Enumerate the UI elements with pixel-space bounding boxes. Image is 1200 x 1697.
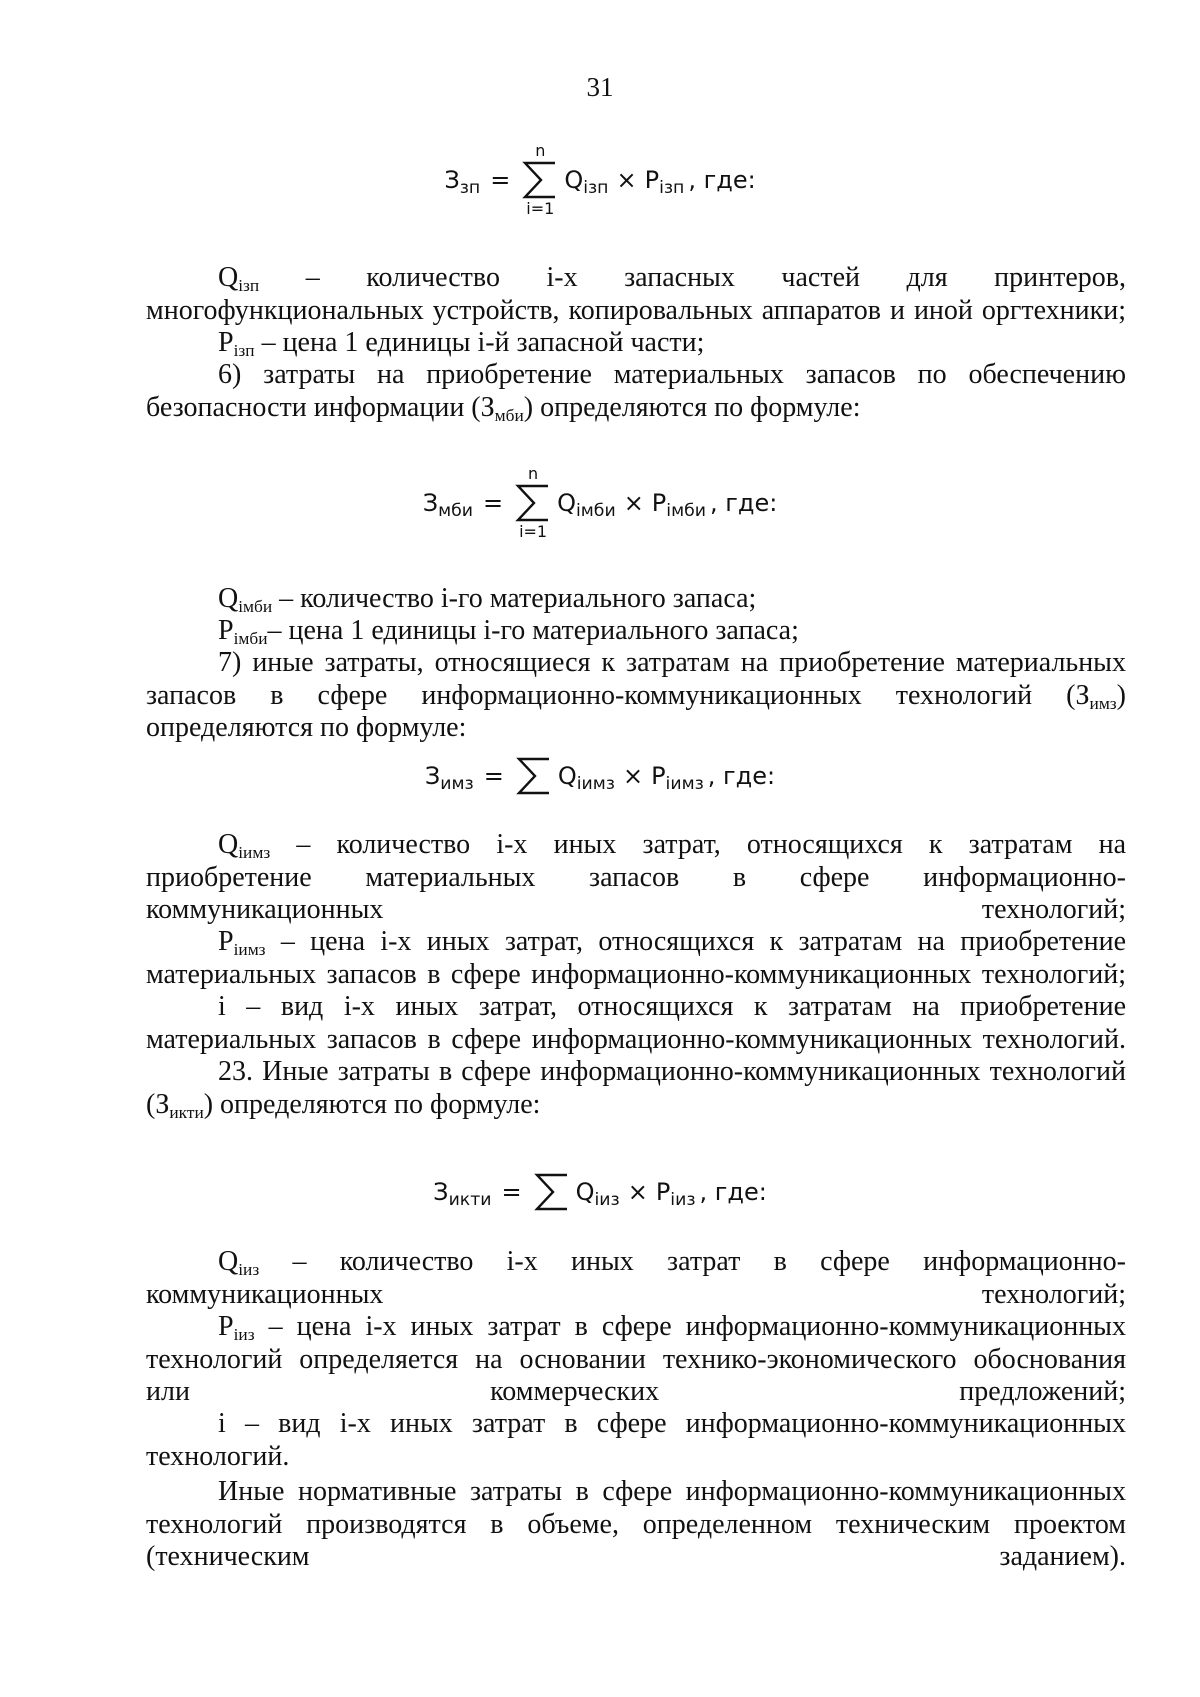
definition-p-imbi: $P_{iмби}-$ цена 1 единицы i-го материального запаса; xyxy=(218,615,799,648)
formula-imz xyxy=(0,748,1200,804)
definition-q-iimz: $Q_{iимз}$ – количество i-х иных затрат, относящихся к затратам на приобретение материальных запасов в сфере информационно-коммуникационных технологий; xyxy=(146,829,1126,925)
formula-q: $Q_{iмби}$ xyxy=(557,489,616,522)
formula-mbi xyxy=(0,455,1200,551)
definition-q-izp: $Q_{iзп}$ – количество i-х запасных частей для принтеров, многофункциональных устройств, копировальных аппаратов и иной оргтехники; xyxy=(146,262,1126,326)
times-sign: × xyxy=(616,166,637,194)
equals-sign: = xyxy=(501,1178,522,1206)
paragraph-7: 7) иные затраты, относящиеся к затратам на приобретение материальных запасов в сфере информационно-коммуникационных технологий $(З_{имз})$ определяются по формуле: xyxy=(146,647,1126,743)
definition-q-iiz: $Q_{iиз}$ – количество i-х иных затрат в сфере информационно-коммуникационных технологий; xyxy=(146,1246,1126,1310)
summation xyxy=(534,1172,570,1212)
sigma-icon xyxy=(534,1172,570,1212)
formula-ikti xyxy=(0,1164,1200,1220)
sigma-icon xyxy=(515,483,551,523)
summation xyxy=(522,142,558,218)
sum-upper-limit: n xyxy=(535,141,546,160)
formula-p: $P_{iмби}$ xyxy=(651,489,706,522)
definition-p-iiz: $P_{iиз}$ – цена i-х иных затрат в сфере информационно-коммуникационных технологий определяется на основании технико-экономического обоснования или коммерческих предложений; xyxy=(146,1311,1126,1407)
definition-q-imbi: $Q_{iмби}$ – количество i-го материального запаса; xyxy=(218,583,757,616)
formula-q: $Q_{iзп}$ xyxy=(564,166,609,199)
formula-q: $Q_{iимз}$ xyxy=(557,762,615,795)
equals-sign: = xyxy=(482,489,504,517)
summation xyxy=(516,756,552,796)
sum-lower-limit: i=1 xyxy=(526,199,555,218)
formula-lhs: $З_{имз}$ xyxy=(424,762,474,795)
definition-i-iz: i – вид i-х иных затрат в сфере информационно-коммуникационных технологий. xyxy=(146,1408,1126,1472)
definition-i-imz: i – вид i-х иных затрат, относящихся к затратам на приобретение материальных запасов в сфере информационно-коммуникационных технологий. xyxy=(146,991,1126,1055)
formula-p: $P_{iимз}$ xyxy=(651,762,704,795)
formula-lhs: $З_{мби}$ xyxy=(422,489,473,522)
sum-lower-limit: i=1 xyxy=(519,522,548,541)
definition-p-izp: $P_{iзп}$ – цена 1 единицы i-й запасной части; xyxy=(218,327,705,360)
formula-tail: , где: xyxy=(707,762,776,790)
formula-tail: , где: xyxy=(699,1178,767,1206)
formula-tail: , где: xyxy=(688,166,756,194)
times-sign: × xyxy=(622,762,644,790)
sum-upper-limit: n xyxy=(528,464,539,483)
formula-lhs: $З_{икти}$ xyxy=(433,1178,492,1211)
formula-p: $P_{iзп}$ xyxy=(644,166,685,199)
sigma-icon xyxy=(522,160,558,200)
page-number: 31 xyxy=(586,72,614,102)
equals-sign: = xyxy=(490,166,511,194)
formula-q: $Q_{iиз}$ xyxy=(575,1178,620,1211)
paragraph-final: Иные нормативные затраты в сфере информационно-коммуникационных технологий производятся в объеме, определенном техническим проектом (техническим заданием). xyxy=(146,1476,1126,1572)
formula-lhs: $З_{зп}$ xyxy=(444,166,481,199)
sigma-icon xyxy=(516,756,552,796)
summation xyxy=(515,465,551,541)
definition-p-iimz: $P_{iимз}$ – цена i-х иных затрат, относящихся к затратам на приобретение материальных запасов в сфере информационно-коммуникационных технологий; xyxy=(146,926,1126,990)
paragraph-6: 6) затраты на приобретение материальных запасов по обеспечению безопасности информации $(З_{мби})$ определяются по формуле: xyxy=(146,359,1126,425)
formula-zp xyxy=(0,132,1200,228)
formula-p: $P_{iиз}$ xyxy=(655,1178,696,1211)
paragraph-23: 23. Иные затраты в сфере информационно-коммуникационных технологий $(З_{икти})$ определяются по формуле: xyxy=(146,1056,1126,1122)
equals-sign: = xyxy=(483,762,504,790)
times-sign: × xyxy=(627,1178,648,1206)
times-sign: × xyxy=(623,489,644,517)
formula-tail: , где: xyxy=(709,489,778,517)
